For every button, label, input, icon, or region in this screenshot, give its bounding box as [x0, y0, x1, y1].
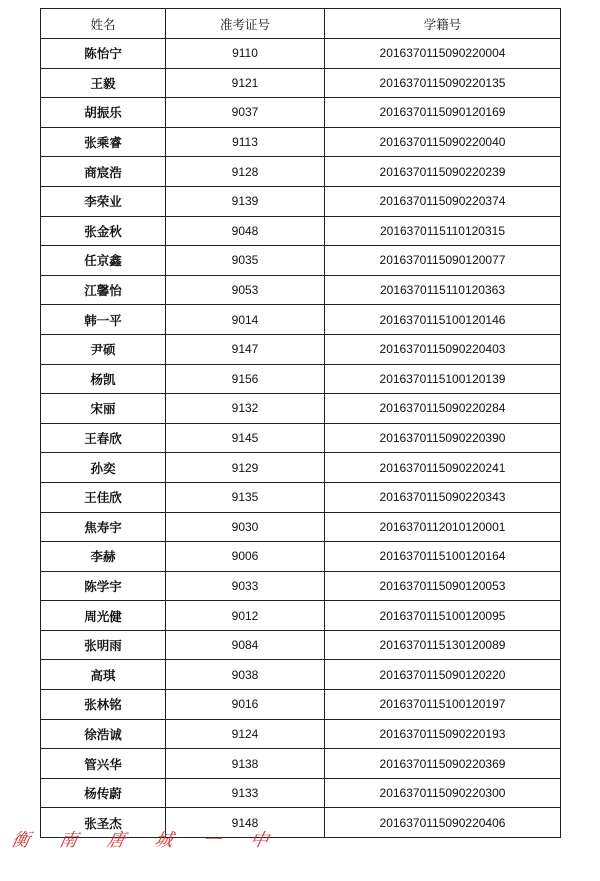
- cell-name: 江馨怡: [41, 275, 166, 305]
- cell-reg-no: 2016370115110120315: [325, 216, 561, 246]
- table-row: [41, 98, 561, 128]
- watermark-signature: 衡 南 唐 城 一 中: [9, 830, 283, 851]
- table-row: [41, 68, 561, 98]
- table-row: [41, 246, 561, 276]
- table-row: [41, 394, 561, 424]
- cell-exam-no: 9053: [166, 275, 325, 305]
- cell-name: 张明雨: [41, 630, 166, 660]
- header-row: [41, 9, 561, 39]
- cell-name: 杨传蔚: [41, 778, 166, 808]
- cell-name: 任京鑫: [41, 246, 166, 276]
- cell-exam-no: 9012: [166, 601, 325, 631]
- table-row: [41, 186, 561, 216]
- table-row: [41, 719, 561, 749]
- table-row: [41, 660, 561, 690]
- cell-name: 王佳欣: [41, 482, 166, 512]
- cell-name: 张林铭: [41, 690, 166, 720]
- table-row: [41, 512, 561, 542]
- cell-reg-no: 2016370115100120146: [325, 305, 561, 335]
- cell-name: 徐浩诚: [41, 719, 166, 749]
- cell-exam-no: 9135: [166, 482, 325, 512]
- cell-exam-no: 9113: [166, 127, 325, 157]
- cell-exam-no: 9129: [166, 453, 325, 483]
- table-row: [41, 482, 561, 512]
- header-reg-no: 学籍号: [325, 9, 561, 39]
- cell-reg-no: 2016370115110120363: [325, 275, 561, 305]
- cell-reg-no: 2016370115090220004: [325, 39, 561, 69]
- table-row: [41, 39, 561, 69]
- cell-exam-no: 9037: [166, 98, 325, 128]
- cell-name: 商宸浩: [41, 157, 166, 187]
- cell-reg-no: 2016370115090220343: [325, 482, 561, 512]
- cell-reg-no: 2016370115090220406: [325, 808, 561, 838]
- cell-reg-no: 2016370115090220300: [325, 778, 561, 808]
- cell-exam-no: 9138: [166, 749, 325, 779]
- cell-exam-no: 9124: [166, 719, 325, 749]
- cell-name: 陈怡宁: [41, 39, 166, 69]
- cell-reg-no: 2016370115090220403: [325, 334, 561, 364]
- cell-name: 孙奕: [41, 453, 166, 483]
- cell-name: 王春欣: [41, 423, 166, 453]
- cell-name: 宋丽: [41, 394, 166, 424]
- cell-reg-no: 2016370115130120089: [325, 630, 561, 660]
- cell-reg-no: 2016370115090220284: [325, 394, 561, 424]
- cell-reg-no: 2016370115090220040: [325, 127, 561, 157]
- cell-exam-no: 9048: [166, 216, 325, 246]
- cell-exam-no: 9006: [166, 542, 325, 572]
- cell-name: 周光健: [41, 601, 166, 631]
- cell-exam-no: 9148: [166, 808, 325, 838]
- cell-name: 杨凯: [41, 364, 166, 394]
- cell-exam-no: 9084: [166, 630, 325, 660]
- cell-reg-no: 2016370115100120139: [325, 364, 561, 394]
- table-row: [41, 275, 561, 305]
- header-exam-no: 准考证号: [166, 9, 325, 39]
- cell-reg-no: 2016370115090120220: [325, 660, 561, 690]
- cell-name: 李赫: [41, 542, 166, 572]
- table-header: [41, 9, 561, 39]
- cell-reg-no: 2016370115090120169: [325, 98, 561, 128]
- cell-exam-no: 9035: [166, 246, 325, 276]
- table-row: [41, 542, 561, 572]
- cell-exam-no: 9147: [166, 334, 325, 364]
- cell-exam-no: 9156: [166, 364, 325, 394]
- cell-name: 张乘睿: [41, 127, 166, 157]
- cell-exam-no: 9110: [166, 39, 325, 69]
- student-roster-table: [40, 8, 561, 838]
- table-row: [41, 127, 561, 157]
- cell-reg-no: 2016370115100120197: [325, 690, 561, 720]
- header-name: 姓名: [41, 9, 166, 39]
- cell-name: 胡振乐: [41, 98, 166, 128]
- cell-exam-no: 9133: [166, 778, 325, 808]
- cell-name: 王毅: [41, 68, 166, 98]
- cell-name: 张圣杰: [41, 808, 166, 838]
- cell-name: 高琪: [41, 660, 166, 690]
- cell-exam-no: 9030: [166, 512, 325, 542]
- cell-reg-no: 2016370115090120077: [325, 246, 561, 276]
- table-row: [41, 216, 561, 246]
- table-row: [41, 453, 561, 483]
- cell-exam-no: 9016: [166, 690, 325, 720]
- cell-reg-no: 2016370115090220239: [325, 157, 561, 187]
- table-row: [41, 630, 561, 660]
- cell-name: 张金秋: [41, 216, 166, 246]
- cell-reg-no: 2016370115100120164: [325, 542, 561, 572]
- cell-reg-no: 2016370112010120001: [325, 512, 561, 542]
- cell-exam-no: 9033: [166, 571, 325, 601]
- cell-name: 韩一平: [41, 305, 166, 335]
- table-row: [41, 305, 561, 335]
- table-row: [41, 364, 561, 394]
- cell-reg-no: 2016370115090220369: [325, 749, 561, 779]
- cell-reg-no: 2016370115090120053: [325, 571, 561, 601]
- cell-exam-no: 9139: [166, 186, 325, 216]
- cell-reg-no: 2016370115100120095: [325, 601, 561, 631]
- table-row: [41, 423, 561, 453]
- cell-exam-no: 9132: [166, 394, 325, 424]
- cell-exam-no: 9121: [166, 68, 325, 98]
- table-row: [41, 571, 561, 601]
- cell-reg-no: 2016370115090220135: [325, 68, 561, 98]
- table-row: [41, 690, 561, 720]
- cell-name: 李荣业: [41, 186, 166, 216]
- cell-exam-no: 9145: [166, 423, 325, 453]
- cell-reg-no: 2016370115090220193: [325, 719, 561, 749]
- cell-name: 陈学宇: [41, 571, 166, 601]
- table-row: [41, 749, 561, 779]
- cell-name: 焦寿宇: [41, 512, 166, 542]
- cell-reg-no: 2016370115090220241: [325, 453, 561, 483]
- table-row: [41, 601, 561, 631]
- cell-name: 管兴华: [41, 749, 166, 779]
- table-body: [41, 39, 561, 838]
- cell-exam-no: 9038: [166, 660, 325, 690]
- cell-exam-no: 9014: [166, 305, 325, 335]
- cell-reg-no: 2016370115090220390: [325, 423, 561, 453]
- cell-exam-no: 9128: [166, 157, 325, 187]
- table-row: [41, 157, 561, 187]
- cell-reg-no: 2016370115090220374: [325, 186, 561, 216]
- table-row: [41, 778, 561, 808]
- cell-name: 尹硕: [41, 334, 166, 364]
- table-row: [41, 334, 561, 364]
